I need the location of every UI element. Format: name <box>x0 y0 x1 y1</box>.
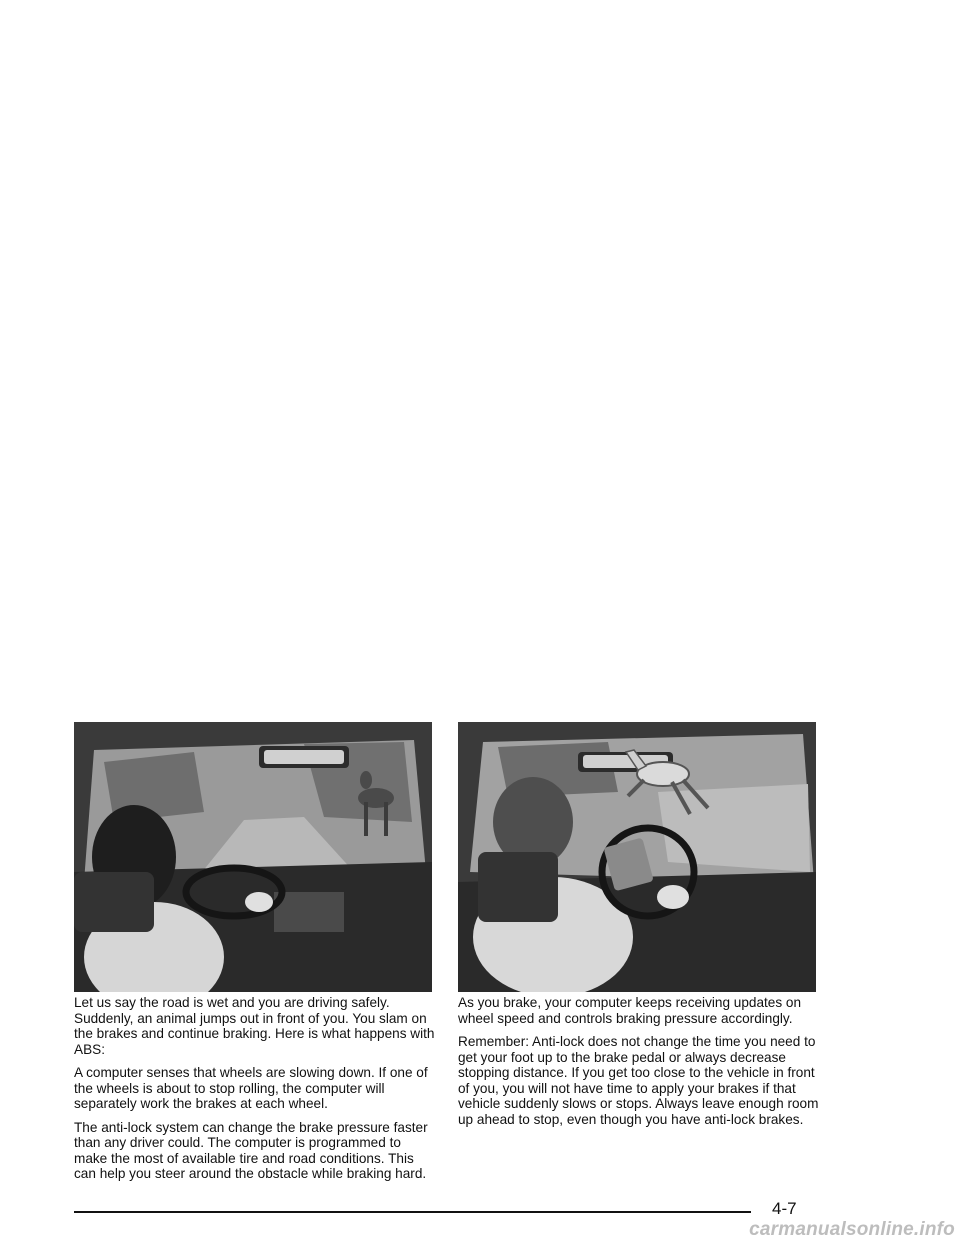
paragraph-computer-senses: A computer senses that wheels are slowing down. If one of the wheels is about to stop rolling, the computer will separately work the brakes at each wheel. <box>74 1065 428 1111</box>
page-number: 4-7 <box>772 1199 797 1218</box>
paragraph-remember-stopping: Remember: Anti-lock does not change the time you need to get your foot up to the brake pedal or always decrease stopping distance. If you get too close to the vehicle in front of you, you will not have time to apply your brakes if that vehicle suddenly slows or stops. Always leave enough room up ahead to stop, even though you have anti-lock brakes. <box>458 1034 819 1127</box>
footer-rule <box>74 1211 751 1213</box>
illustration-animal-jumps-in-front <box>458 722 816 992</box>
paragraph-abs-scenario: Let us say the road is wet and you are driving safely. Suddenly, an animal jumps out in front of you. You slam on the brakes and continue braking. Here is what happens with ABS: <box>74 995 435 1057</box>
paragraph-brake-pressure: The anti-lock system can change the brake pressure faster than any driver could. The computer is programmed to make the most of available tire and road conditions. This can help you steer around the obstacle while braking hard. <box>74 1119 428 1181</box>
driver-braking-scene-drawing <box>458 722 816 992</box>
paragraph-wheel-speed-updates: As you brake, your computer keeps receiving updates on wheel speed and controls braking pressure accordingly. <box>458 995 802 1026</box>
text-column-left <box>74 995 436 1190</box>
watermark: carmanualsonline.info <box>749 1219 955 1240</box>
text-column-right <box>458 995 820 1135</box>
illustration-driver-sees-animal <box>74 722 432 992</box>
driver-windshield-scene-drawing <box>74 722 432 992</box>
